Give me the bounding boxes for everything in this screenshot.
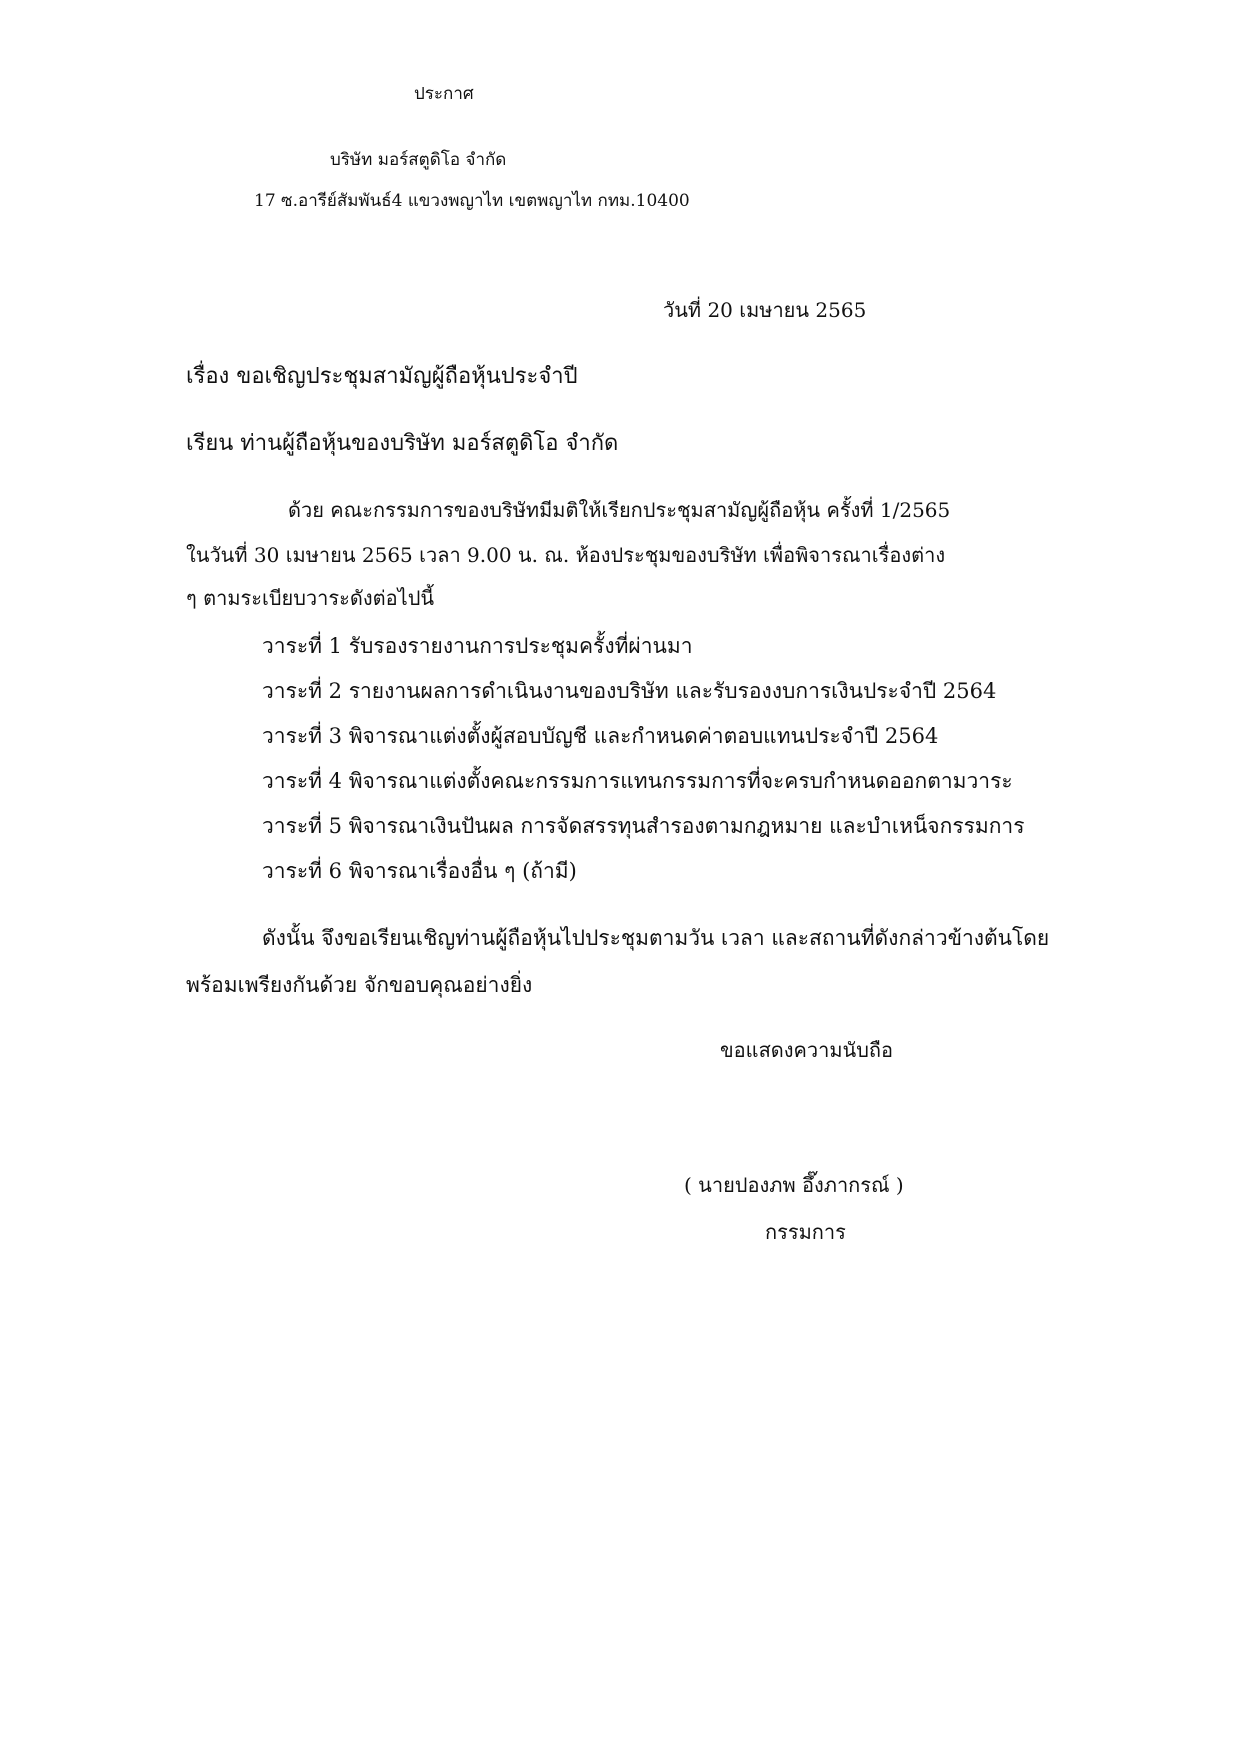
agenda-item: วาระที่ 3 พิจารณาแต่งตั้งผู้สอบบัญชี และกำหนดค่าตอบแทนประจำปี 2564 [262, 724, 939, 748]
intro-line-2: ในวันที่ 30 เมษายน 2565 เวลา 9.00 น. ณ. ห้องประชุมของบริษัท เพื่อพิจารณาเรื่องต่าง [186, 543, 946, 567]
letter-subject: เรื่อง ขอเชิญประชุมสามัญผู้ถือหุ้นประจำปี [186, 364, 578, 389]
company-name: บริษัท มอร์สตูดิโอ จำกัด [330, 150, 507, 170]
letter-date: วันที่ 20 เมษายน 2565 [663, 298, 867, 322]
agenda-item: วาระที่ 1 รับรองรายงานการประชุมครั้งที่ผ่านมา [262, 634, 693, 658]
regards: ขอแสดงความนับถือ [720, 1038, 894, 1062]
agenda-item: วาระที่ 4 พิจารณาแต่งตั้งคณะกรรมการแทนกรรมการที่จะครบกำหนดออกตามวาระ [262, 769, 1013, 793]
letter-recipient: เรียน ท่านผู้ถือหุ้นของบริษัท มอร์สตูดิโอ จำกัด [186, 431, 619, 456]
agenda-item: วาระที่ 5 พิจารณาเงินปันผล การจัดสรรทุนสำรองตามกฎหมาย และบำเหน็จกรรมการ [262, 814, 1025, 838]
signatory-title: กรรมการ [765, 1220, 846, 1244]
agenda-item: วาระที่ 6 พิจารณาเรื่องอื่น ๆ (ถ้ามี) [262, 859, 577, 883]
company-address: 17 ซ.อารีย์สัมพันธ์4 แขวงพญาไท เขตพญาไท กทม.10400 [254, 191, 690, 211]
signatory-name: ( นายปองภพ อึ๊งภากรณ์ ) [684, 1173, 904, 1197]
agenda-item: วาระที่ 2 รายงานผลการดำเนินงานของบริษัท และรับรองงบการเงินประจำปี 2564 [262, 679, 997, 703]
intro-line-3: ๆ ตามระเบียบวาระดังต่อไปนี้ [186, 586, 435, 610]
intro-line-1: ด้วย คณะกรรมการของบริษัทมีมติให้เรียกประชุมสามัญผู้ถือหุ้น ครั้งที่ 1/2565 [288, 498, 951, 522]
announcement-heading: ประกาศ [414, 84, 474, 104]
closing-line-1: ดังนั้น จึงขอเรียนเชิญท่านผู้ถือหุ้นไปประชุมตามวัน เวลา และสถานที่ดังกล่าวข้างต้นโดย [262, 926, 1050, 950]
closing-line-2: พร้อมเพรียงกันด้วย จักขอบคุณอย่างยิ่ง [186, 973, 533, 997]
